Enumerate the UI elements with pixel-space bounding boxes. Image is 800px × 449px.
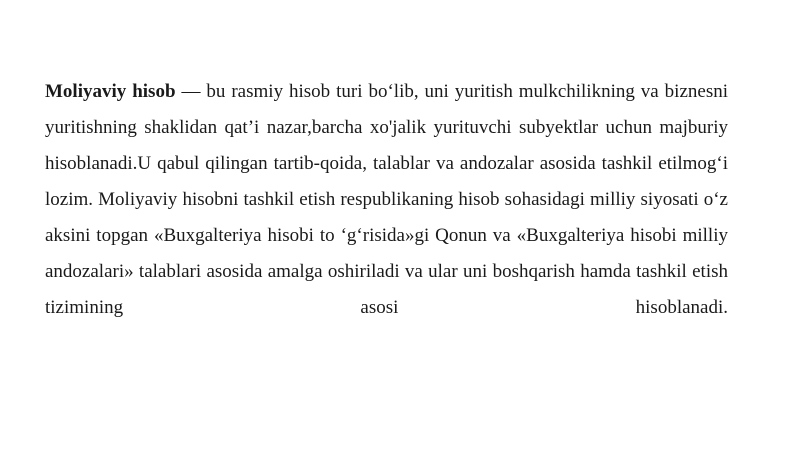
defined-term: Moliyaviy hisob — [45, 81, 176, 102]
paragraph-body: — bu rasmiy hisob turi bo‘lib, uni yuritish mulkchilikning va biznesni yuritishning shaklidan qat’i nazar,barcha xo'jalik yurituvchi subyektlar uchun majburiy hisoblanadi.U qabul qilingan tartib-qoida, talablar va andozalar asosida tashkil etilmog‘i lozim. Moliyaviy hisobni tashkil etish respublikaning hisob sohasidagi milliy siyosati o‘z aksini topgan «Buxgalteriya hisobi to ‘g‘risida»gi Qonun va «Buxgalteriya hisobi milliy andozalari» talablari asosida amalga oshiriladi va ular uni boshqarish hamda tashkil etish tizimining asosi hisoblanadi. — [45, 81, 728, 318]
paragraph — [45, 74, 728, 326]
